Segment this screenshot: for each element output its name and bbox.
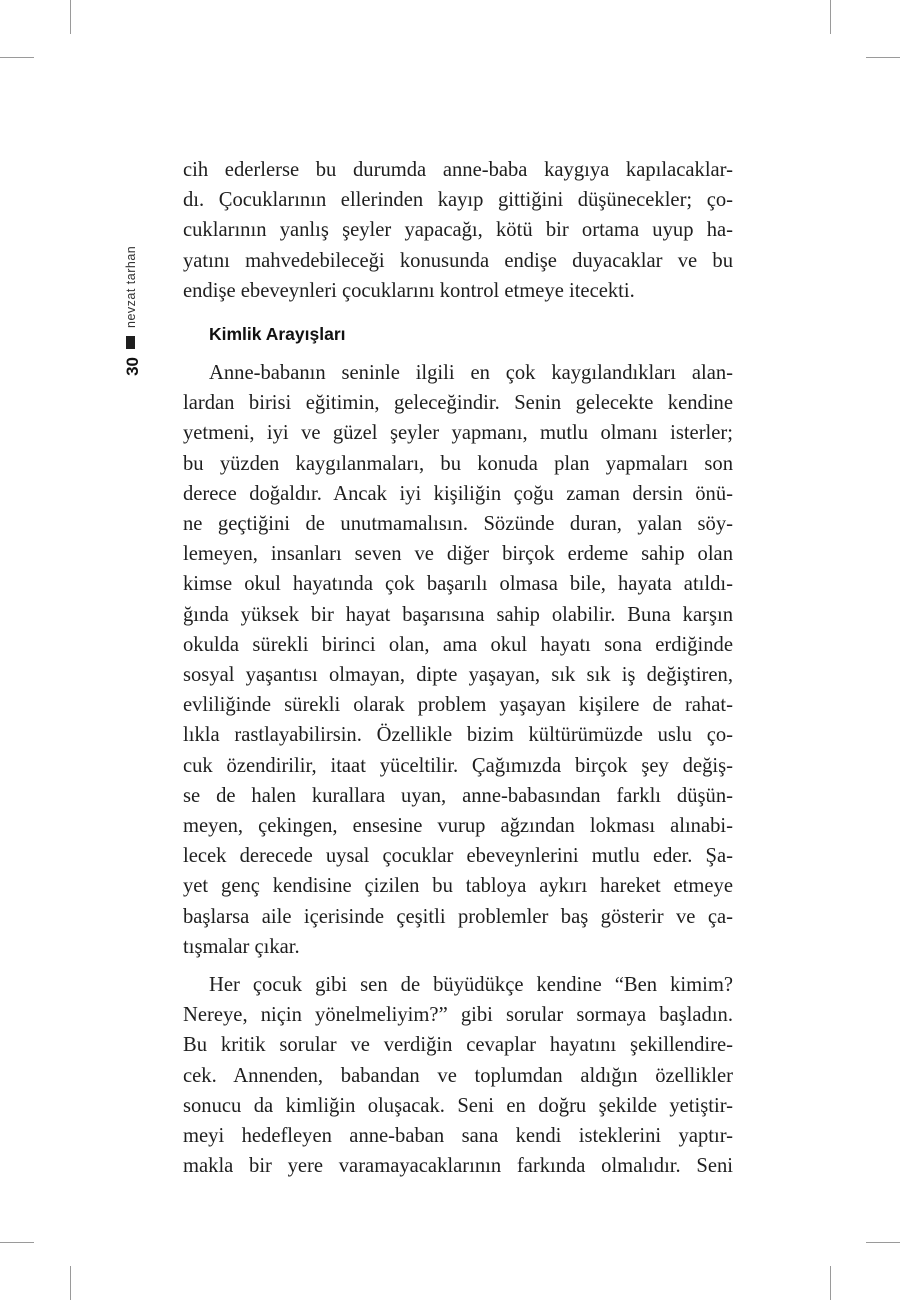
text-line: yet genç kendisine çizilen bu tabloya aykırı hareket etmeye <box>183 875 733 898</box>
running-head-bar <box>126 336 135 349</box>
text-line: evliliğinde sürekli olarak problem yaşayan kişilere de rahat- <box>183 694 733 717</box>
text-line: dı. Çocuklarının ellerinden kayıp gittiğini düşünecekler; ço- <box>183 189 733 212</box>
text-line: sosyal yaşantısı olmayan, dipte yaşayan, sık sık iş değiştiren, <box>183 664 733 687</box>
text-line: başlarsa aile içerisinde çeşitli problemler baş gösterir ve ça- <box>183 905 733 928</box>
page-number: 30 <box>123 357 142 376</box>
text-line: ne geçtiğini de unutmamalısın. Sözünde duran, yalan söy- <box>183 513 733 536</box>
text-line: meyi hedefleyen anne-baban sana kendi isteklerini yaptır- <box>183 1125 733 1148</box>
crop-mark <box>830 0 831 34</box>
text-line: Bu kritik sorular ve verdiğin cevaplar hayatını şekillendire- <box>183 1034 733 1057</box>
section-heading: Kimlik Arayışları <box>209 324 346 345</box>
text-line: Nereye, niçin yönelmeliyim?” gibi sorular sormaya başladın. <box>183 1004 733 1027</box>
text-line: ğında yüksek bir hayat başarısına sahip olabilir. Buna karşın <box>183 603 733 626</box>
text-line: kimse okul hayatında çok başarılı olmasa bile, hayata atıldı- <box>183 573 733 596</box>
text-line: lecek derecede uysal çocuklar ebeveynlerini mutlu eder. Şa- <box>183 845 733 868</box>
text-line: cuk özendirilir, itaat yüceltilir. Çağımızda birçok şey değiş- <box>183 754 733 777</box>
text-line: yatını mahvedebileceği konusunda endişe duyacaklar ve bu <box>183 249 733 272</box>
crop-mark <box>866 1242 900 1243</box>
text-line: bu yüzden kaygılanmaları, bu konuda plan yapmaları son <box>183 452 733 475</box>
paragraph-3 <box>183 970 733 1181</box>
text-line: yetmeni, iyi ve güzel şeyler yapmanı, mutlu olmanı isterler; <box>183 422 733 445</box>
text-line: lıkla rastlayabilirsin. Özellikle bizim kültürümüzde uslu ço- <box>183 724 733 747</box>
paragraph-2 <box>183 358 733 962</box>
crop-mark <box>0 1242 34 1243</box>
text-line: Her çocuk gibi sen de büyüdükçe kendine “Ben kimim? <box>209 974 733 997</box>
text-line: cek. Annenden, babandan ve toplumdan aldığın özellikler <box>183 1064 733 1087</box>
text-line: meyen, çekingen, ensesine vurup ağzından lokması alınabi- <box>183 815 733 838</box>
body-text <box>183 155 733 1182</box>
text-line: sonucu da kimliğin oluşacak. Seni en doğru şekilde yetiştir- <box>183 1094 733 1117</box>
crop-mark <box>70 1266 71 1300</box>
text-line: Anne-babanın seninle ilgili en çok kaygılandıkları alan- <box>209 362 733 385</box>
running-head-author: nevzat tarhan <box>124 245 138 328</box>
text-line: derece doğaldır. Ancak iyi kişiliğin çoğu zaman dersin önü- <box>183 482 733 505</box>
text-line: lardan birisi eğitimin, geleceğindir. Senin gelecekte kendine <box>183 392 733 415</box>
crop-mark <box>866 57 900 58</box>
text-line: se de halen kurallara uyan, anne-babasından farklı düşün- <box>183 784 733 807</box>
crop-mark <box>0 57 34 58</box>
text-line: okulda sürekli birinci olan, ama okul hayatı sona erdiğinde <box>183 633 733 656</box>
text-line: endişe ebeveynleri çocuklarını kontrol etmeye itecekti. <box>183 279 635 302</box>
crop-mark <box>70 0 71 34</box>
text-line: cuklarının yanlış şeyler yapacağı, kötü bir ortama uyup ha- <box>183 219 733 242</box>
text-line: lemeyen, insanları seven ve diğer birçok erdeme sahip olan <box>183 543 733 566</box>
text-line: cih ederlerse bu durumda anne-baba kaygıya kapılacaklar- <box>183 159 733 181</box>
text-line: makla bir yere varamayacaklarının farkında olmalıdır. Seni <box>183 1155 733 1178</box>
paragraph-1 <box>183 155 733 306</box>
crop-mark <box>830 1266 831 1300</box>
text-line: tışmalar çıkar. <box>183 935 300 958</box>
